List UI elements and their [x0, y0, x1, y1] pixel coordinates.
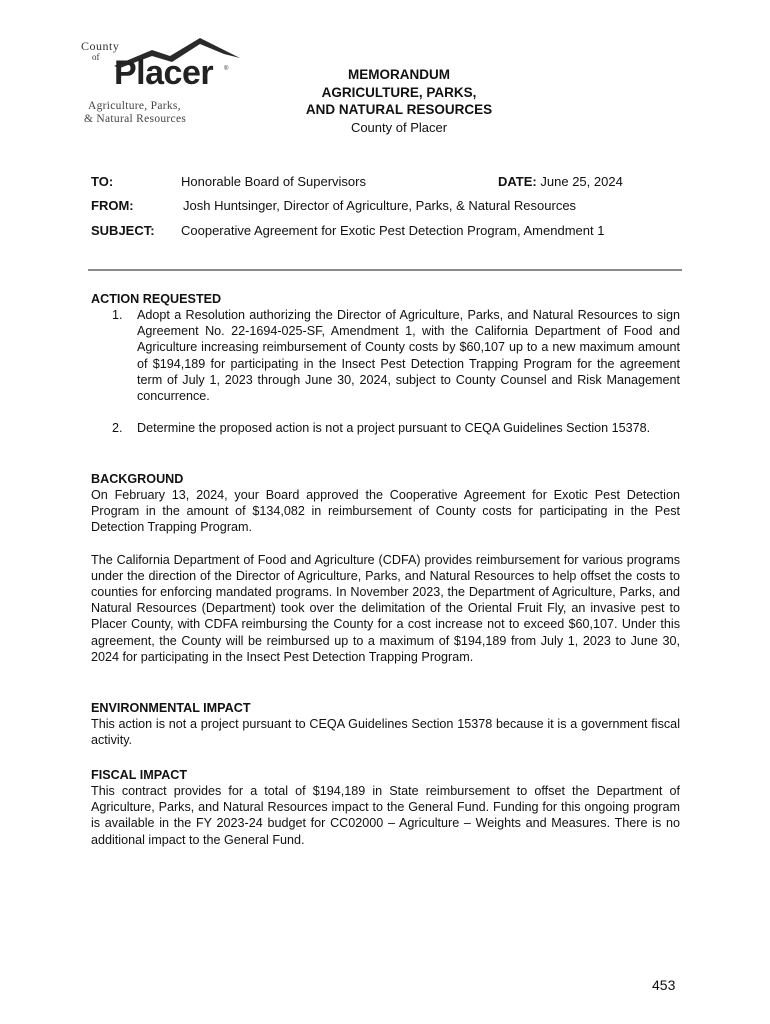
- date-value: June 25, 2024: [540, 174, 623, 189]
- background-heading: BACKGROUND: [91, 472, 184, 486]
- date-label: DATE:: [498, 174, 537, 189]
- to-label: TO:: [91, 174, 114, 189]
- action-item-number: 2.: [112, 421, 123, 436]
- subject-label: SUBJECT:: [91, 223, 155, 238]
- memo-subtitle: County of Placer: [350, 119, 448, 135]
- logo-placer-text: Placer: [114, 54, 214, 92]
- background-paragraph-1: On February 13, 2024, your Board approved the Cooperative Agreement for Exotic Pest Detection Program in the amount of $134,082 in reimbursement of County costs for participating in the Pest Detection Trapping Program.: [91, 488, 680, 535]
- environmental-paragraph: This action is not a project pursuant to CEQA Guidelines Section 15378 because it is a government fiscal activity.: [91, 717, 680, 748]
- to-value: Honorable Board of Supervisors: [181, 174, 366, 189]
- memo-title-line1: MEMORANDUM: [348, 67, 450, 82]
- background-section: [91, 471, 680, 665]
- background-paragraph-2: The California Department of Food and Agriculture (CDFA) provides reimbursement for various programs under the direction of the Director of Agriculture, Parks, and Natural Resources to help offset the costs to counties for enforcing mandated programs. In November 2023, the Department of Agriculture, Parks, and Natural Resources (Department) took over the delimitation of the Oriental Fruit Fly, an invasive pest to Placer County, with CDFA reimbursing the County for a cost increase not to exceed $60,107. Under this agreement, the County will be reimbursed up to a maximum of $194,189 from July 1, 2023 to June 30, 2024 for participating in the Insect Pest Detection Trapping Program.: [91, 552, 680, 664]
- action-item: [91, 420, 680, 436]
- action-section: [91, 291, 680, 436]
- county-logo: [78, 36, 238, 132]
- environmental-section: [91, 700, 680, 748]
- action-heading: ACTION REQUESTED: [91, 292, 222, 306]
- memo-header: [240, 66, 558, 137]
- subject-value: Cooperative Agreement for Exotic Pest Detection Program, Amendment 1: [181, 223, 605, 238]
- date-row: [498, 174, 623, 189]
- environmental-heading: ENVIRONMENTAL IMPACT: [91, 701, 251, 715]
- fiscal-paragraph: This contract provides for a total of $194,189 in State reimbursement to offset the Department of Agriculture, Parks, and Natural Resources impact to the General Fund. Funding for this ongoing program is available in the FY 2023-24 budget for CC02000 – Agriculture – Weights and Measures. There is no additional impact to the General Fund.: [91, 784, 680, 847]
- page-number: 453: [652, 977, 676, 993]
- logo-of-text: of: [92, 52, 100, 62]
- logo-subtitle-line1: Agriculture, Parks,: [88, 100, 181, 112]
- memo-title-line2: AGRICULTURE, PARKS,: [321, 84, 477, 100]
- action-item: [91, 307, 680, 404]
- from-value: Josh Huntsinger, Director of Agriculture, Parks, & Natural Resources: [183, 198, 577, 213]
- logo-registered-mark: ®: [224, 66, 229, 72]
- logo-subtitle-line2: & Natural Resources: [84, 113, 187, 125]
- action-item-text: Determine the proposed action is not a project pursuant to CEQA Guidelines Section 15378.: [137, 421, 651, 436]
- from-label: FROM:: [91, 198, 134, 213]
- fiscal-heading: FISCAL IMPACT: [91, 768, 188, 782]
- fiscal-section: [91, 767, 680, 848]
- header-divider: [88, 269, 682, 271]
- action-item-text: Adopt a Resolution authorizing the Director of Agriculture, Parks, and Natural Resources to sign Agreement No. 22-1694-025-SF, Amendment 1, with the California Department of Food and Agriculture increasing reimbursement of County costs by $60,107 up to a new maximum amount of $194,189 for participating in the Insect Pest Detection Trapping Program for the agreement term of July 1, 2023 through June 30, 2024, subject to County Counsel and Risk Management concurrence.: [137, 308, 680, 404]
- action-item-number: 1.: [112, 308, 123, 322]
- memo-title-line3: AND NATURAL RESOURCES: [305, 102, 493, 117]
- logo-county-text: County: [81, 39, 120, 53]
- action-list: [91, 307, 680, 436]
